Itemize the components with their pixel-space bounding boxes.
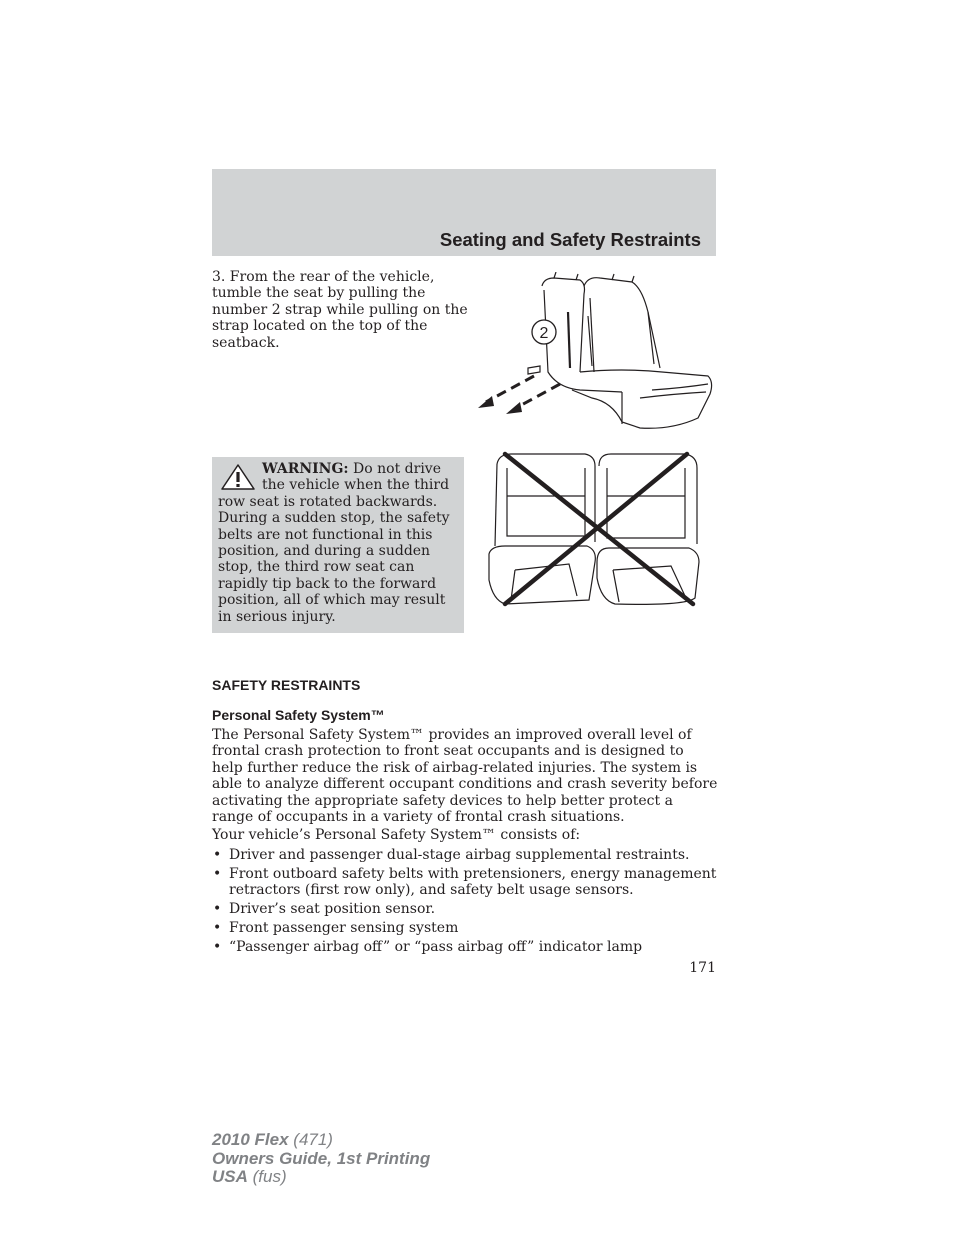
footer-region-code: (fus) <box>247 1167 287 1186</box>
rotated-seat-prohibited-illustration <box>485 450 701 608</box>
footer-printing: Owners Guide, 1st Printing <box>212 1148 431 1168</box>
footer-model-code: (471) <box>288 1130 333 1149</box>
sub-heading: Personal Safety System™ <box>212 707 385 723</box>
warning-triangle-icon <box>220 463 256 491</box>
list-item: • Front passenger sensing system <box>212 920 718 936</box>
page-title: Seating and Safety Restraints <box>439 229 701 250</box>
header-band <box>212 169 716 256</box>
consists-of-paragraph: Your vehicle’s Personal Safety System™ consists of: <box>212 827 581 843</box>
list-item: • Front outboard safety belts with pretensioners, energy management retractors (first row only), and safety belt usage sensors. <box>212 866 718 899</box>
section-heading: SAFETY RESTRAINTS <box>212 677 361 693</box>
page-number: 171 <box>689 960 716 976</box>
list-item: • “Passenger airbag off” or “pass airbag off” indicator lamp <box>212 939 718 955</box>
footer-model: 2010 Flex <box>212 1130 289 1149</box>
components-list <box>212 847 718 958</box>
intro-paragraph: The Personal Safety System™ provides an improved overall level of frontal crash protection to front seat occupants and is designed to help further reduce the risk of airbag-related injuries. The system is able to analyze different occupant conditions and crash severity before activating the appropriate safety devices to help better protect a range of occupants in a variety of frontal crash situations. <box>212 727 718 826</box>
step-3-instruction: 3. From the rear of the vehicle, tumble the seat by pulling the number 2 strap while pulling on the strap located on the top of the seatback. <box>212 269 468 351</box>
document-footer <box>212 1131 430 1187</box>
warning-text: Do not drive the vehicle when the third row seat is rotated backwards. During a sudden stop, the safety belts are not functional in this position, and during a sudden stop, the third row seat can rapidly tip back to the forward position, all of which may result in serious injury. <box>218 461 450 625</box>
warning-label: WARNING: <box>262 461 349 477</box>
list-item: • Driver’s seat position sensor. <box>212 901 718 917</box>
warning-box <box>212 457 464 633</box>
seat-tumble-illustration <box>472 272 718 438</box>
footer-region: USA <box>212 1167 248 1186</box>
list-item: • Driver and passenger dual-stage airbag supplemental restraints. <box>212 847 718 863</box>
callout-number-2: 2 <box>539 325 549 342</box>
